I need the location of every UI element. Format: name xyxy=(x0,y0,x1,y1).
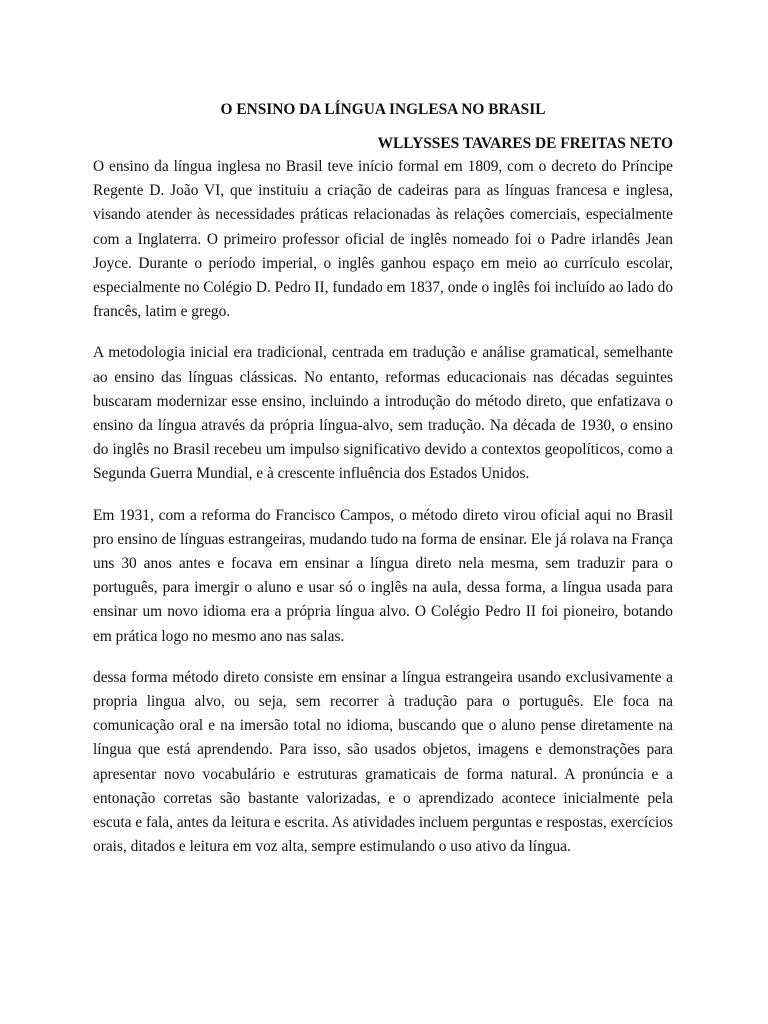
document-body xyxy=(93,100,673,876)
document-author: WLLYSSES TAVARES DE FREITAS NETO xyxy=(377,135,673,152)
paragraph-1: O ensino da língua inglesa no Brasil teve início formal em 1809, com o decreto do Príncipe Regente D. João VI, que instituiu a criação de cadeiras para as línguas francesa e inglesa, visando atender às necessidades práticas relacionadas às relações comerciais, especialmente com a Inglaterra. O primeiro professor oficial de inglês nomeado foi o Padre irlandês Jean Joyce. Durante o período imperial, o inglês ganhou espaço em meio ao currículo escolar, especialmente no Colégio D. Pedro II, fundado em 1837, onde o inglês foi incluído ao lado do francês, latim e grego. xyxy=(93,158,674,321)
paragraph-4: dessa forma método direto consiste em ensinar a língua estrangeira usando exclusivamente a propria lingua alvo, ou seja, sem recorrer à tradução para o português. Ele foca na comunicação oral e na imersão total no idioma, buscando que o aluno pense diretamente na língua que está aprendendo. Para isso, são usados objetos, imagens e demonstrações para apresentar novo vocabulário e estruturas gramaticais de forma natural. A pronúncia e a entonação corretas são bastante valorizadas, e o aprendizado acontece inicialmente pela escuta e fala, antes da leitura e escrita. As atividades incluem perguntas e respostas, exercícios orais, ditados e leitura em voz alta, sempre estimulando o uso ativo da língua. xyxy=(93,668,673,856)
document-title: O ENSINO DA LÍNGUA INGLESA NO BRASIL xyxy=(220,101,546,118)
paragraph-2: A metodologia inicial era tradicional, centrada em tradução e análise gramatical, semelhante ao ensino das línguas clássicas. No entanto, reformas educacionais nas décadas seguintes buscaram modernizar esse ensino, incluindo a introdução do método direto, que enfatizava o ensino da língua através da própria língua-alvo, sem tradução. Na década de 1930, o ensino do inglês no Brasil recebeu um impulso significativo devido a contextos geopolíticos, como a Segunda Guerra Mundial, e à crescente influência dos Estados Unidos. xyxy=(93,344,673,483)
paragraph-3: Em 1931, com a reforma do Francisco Campos, o método direto virou oficial aqui no Brasil pro ensino de línguas estrangeiras, mudando tudo na forma de ensinar. Ele já rolava na França uns 30 anos antes e focava em ensinar a língua direto nela mesma, sem traduzir para o português, para imergir o aluno e usar só o inglês na aula, dessa forma, a língua usada para ensinar um novo idioma era a própria língua alvo. O Colégio Pedro II foi pioneiro, botando em prática logo no mesmo ano nas salas. xyxy=(93,506,673,645)
